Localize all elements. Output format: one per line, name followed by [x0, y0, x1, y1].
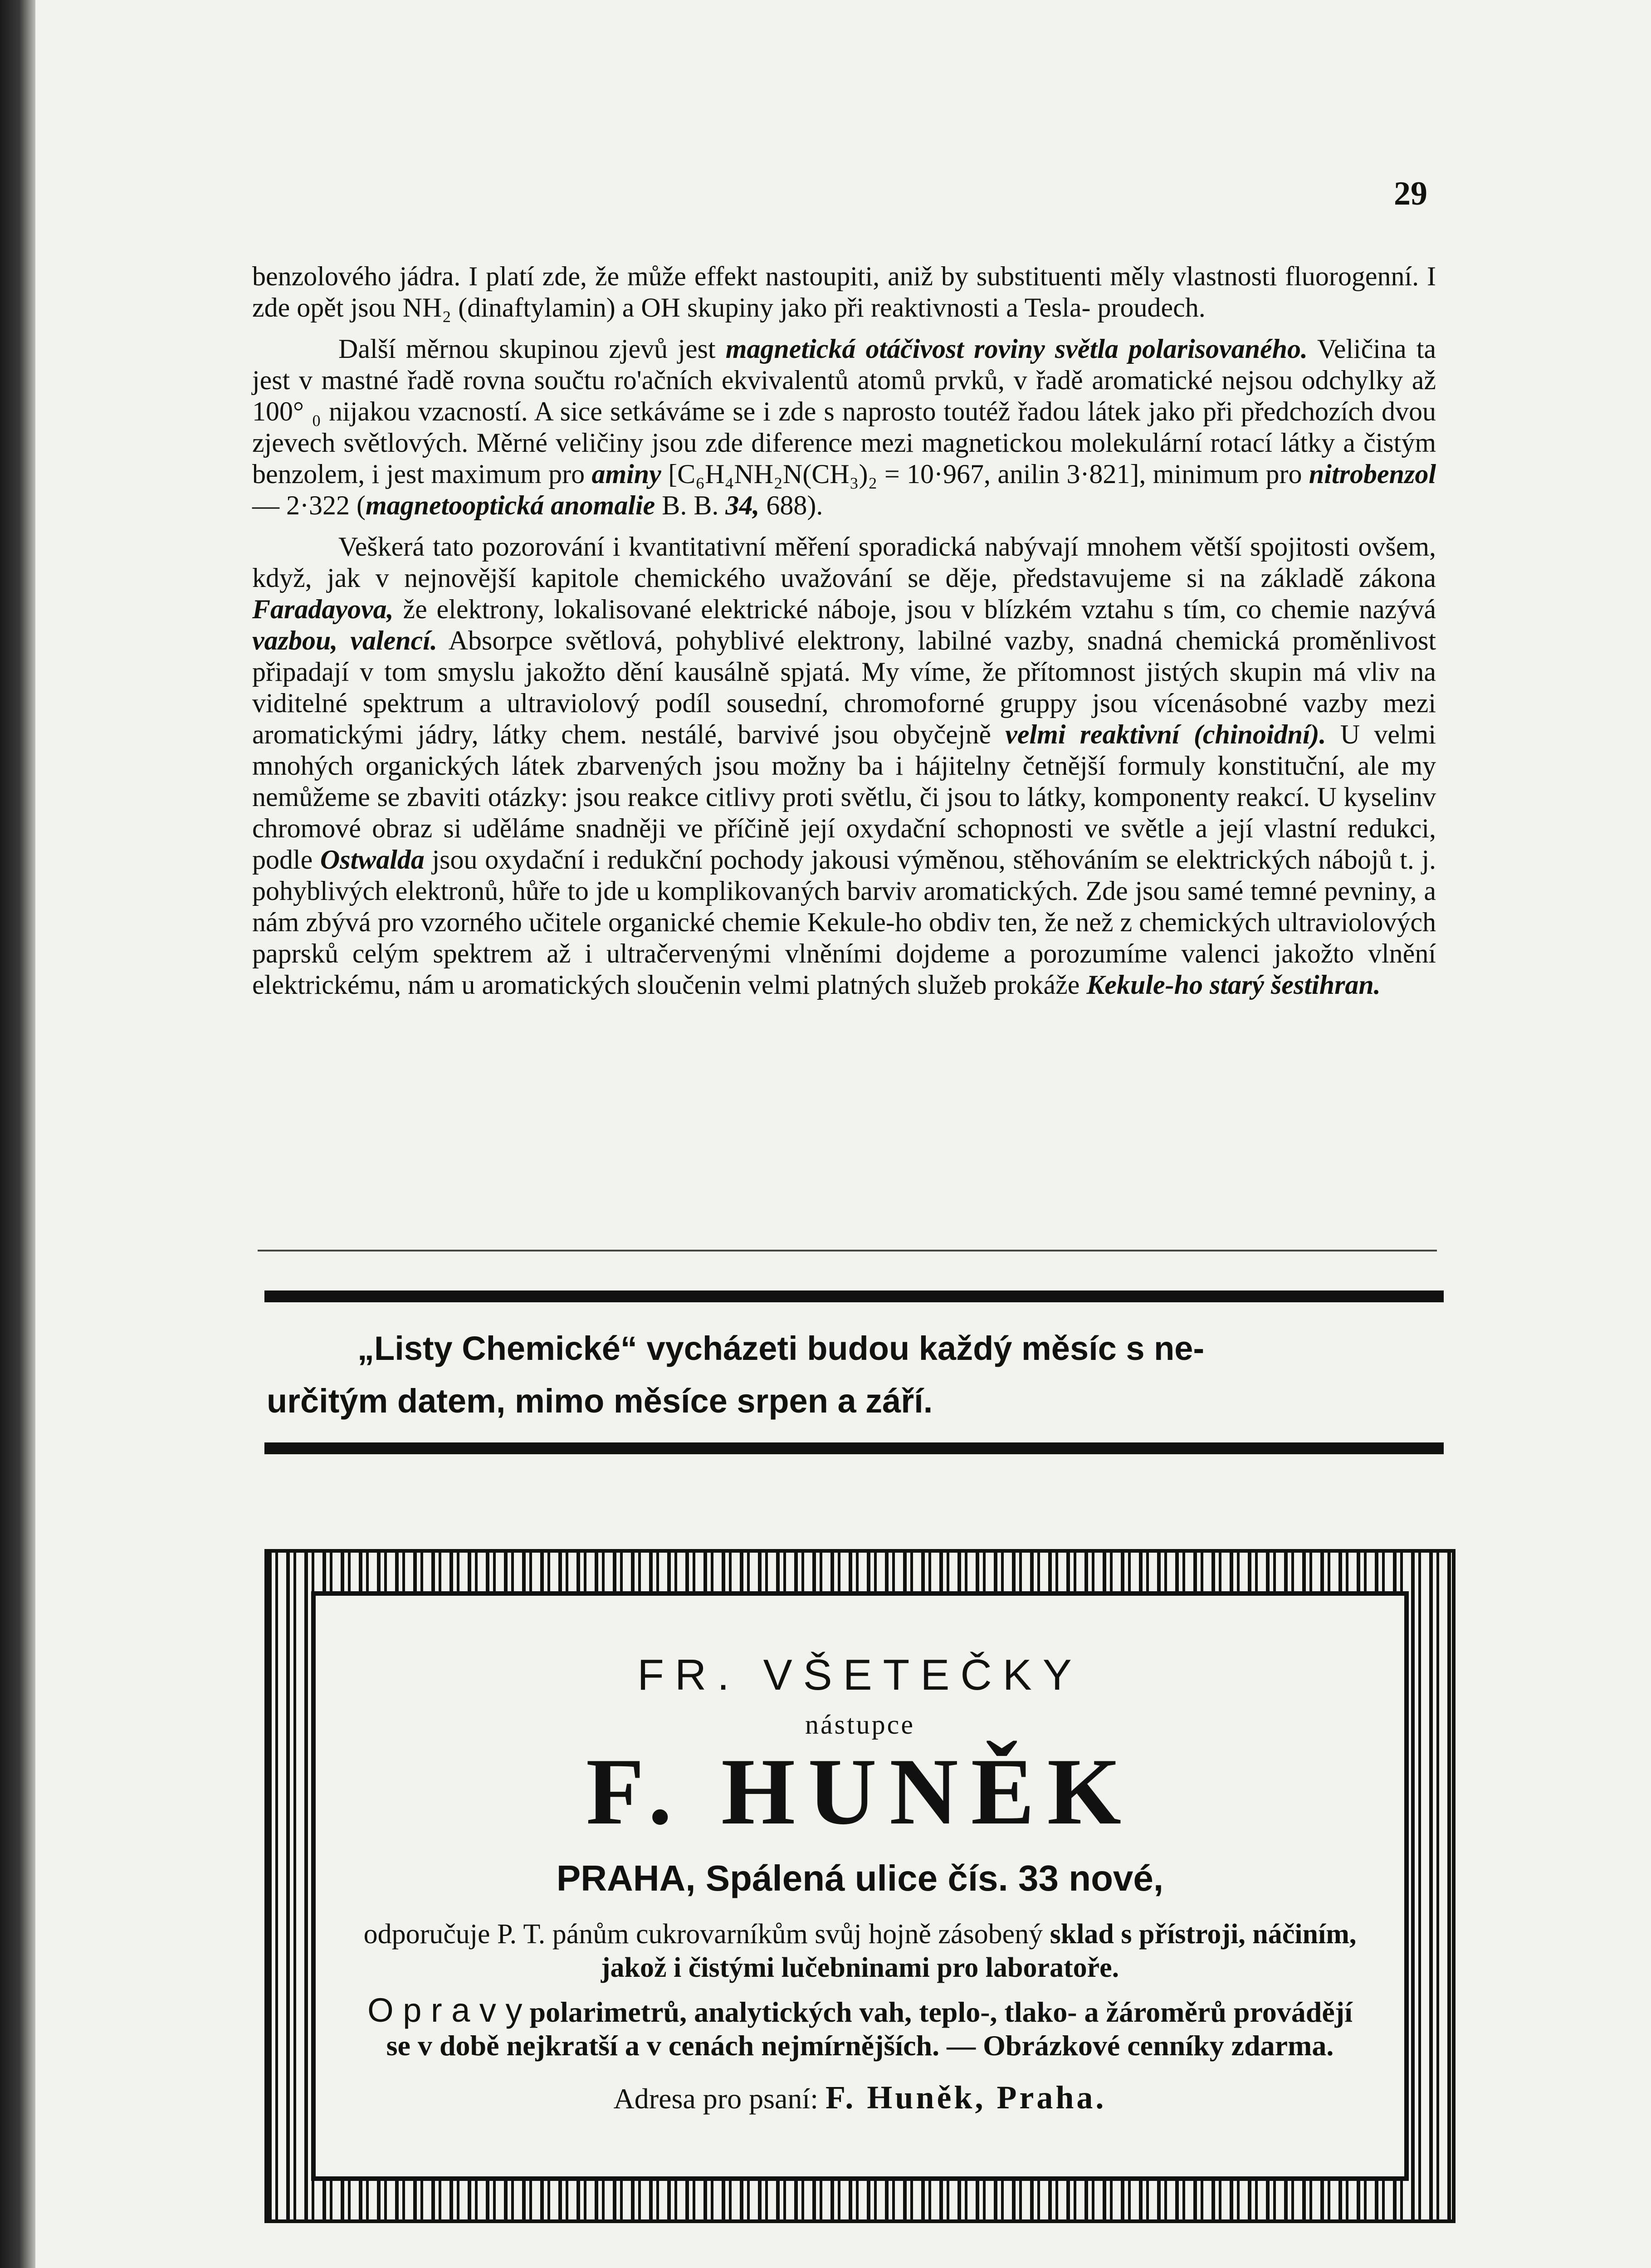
p2-text-i: B. B.	[655, 490, 726, 520]
ad-offer	[357, 1917, 1363, 1984]
paragraph-2	[252, 333, 1436, 521]
ad-successor: nástupce	[805, 1710, 915, 1740]
p2-volume: 34,	[725, 490, 760, 520]
ad-contact	[316, 2079, 1404, 2116]
p2-text-a: Další měrnou skupinou zjevů jest	[338, 334, 726, 364]
p3-term-kekule-hexagon: Kekule-ho starý šestihran.	[1086, 970, 1381, 1000]
page-number: 29	[1394, 175, 1427, 212]
p2-term-magnetic-rotation: magnetická otáčivost roviny světla polarisovaného.	[725, 334, 1308, 364]
ad-repairs	[357, 1991, 1363, 2063]
notice-line-2: určitým datem, mimo měsíce srpen a září.	[267, 1382, 933, 1420]
scan-edge	[0, 0, 35, 2268]
p3-text-c: že elektrony, lokalisované elektrické náboje, jsou v blízkém vztahu s tím, co chemie nazývá	[393, 594, 1436, 624]
notice-top-rule	[264, 1290, 1444, 1302]
document-page	[35, 0, 1651, 2268]
p2-text-k: 688).	[759, 490, 823, 520]
p2-term-nitrobenzol: nitrobenzol	[1309, 459, 1436, 489]
ad-repairs-b: polarimetrů, analytických vah, teplo-, tlako- a žároměrů provádějí se	[386, 1996, 1353, 2062]
p2-text-c: Veličina ta jest v mastné řadě rovna součtu ro'ačních ekvivalentů atomů prvků, v řadě aromatické nejsou odchylky až 100° ₀ nijakou vzacností. A sice setkáváme se i zde s naprosto toutéž řadou látek jako při předchozích dvou zjevech světlových. Měrné veličiny jsou zde diference mezi magnetickou molekulární rotací látky a čistým benzolem, i jest maximum pro	[252, 334, 1436, 489]
p3-text-a: Veškerá tato pozorování i kvantitativní měření sporadická nabývají mnohem větší spojitosti ovšem, když, jak v nejnovější kapitole chemického uvažování se děje, představujeme si na základě zákona	[252, 532, 1436, 593]
p3-text-e: Absorpce světlová, pohyblivé elektrony, labilné vazby, snadná chemická proměnlivost připadají v tom smyslu jakožto dění kausálně spjatá. My víme, že přítomnost jistých skupin má vliv na viditelné spektrum a ultraviolový podíl sousední, chromoforné gruppy jsou vícenásobné vazby mezi aromatickými jádry, látky chem. nestálé, barvivé jsou obyčejně	[252, 626, 1436, 749]
notice-line-1: „Listy Chemické“ vycházeti budou každý měsíc s ne-	[357, 1330, 1205, 1367]
ad-contact-label: Adresa pro psaní:	[613, 2082, 826, 2115]
p3-term-valence: vazbou, valencí.	[252, 626, 437, 655]
p3-term-ostwald: Ostwalda	[320, 845, 425, 875]
paragraph-3	[252, 531, 1436, 1001]
advertisement-frame	[264, 1549, 1456, 2223]
p2-text-g: — 2·322 (	[252, 490, 366, 520]
p2-term-anomaly: magnetooptická anomalie	[365, 490, 655, 520]
ad-repairs-a: O p r a v y	[367, 1991, 523, 2029]
ad-name: F. HUNĚK	[586, 1739, 1134, 1844]
p2-text-e: [C₆H₄NH₂N(CH₃)₂ = 10·967, anilin 3·821], minimum pro	[661, 459, 1309, 489]
ad-repairs-c: v době nejkratší a v cenách nejmírnějších. — Obrázkové cenníky zdarma.	[417, 2029, 1334, 2062]
ad-offer-b: sklad s přístroji, náčiním, jakož i čistými lučebninami pro laboratoře.	[601, 1919, 1357, 1983]
publication-notice	[267, 1322, 1455, 1427]
notice-bottom-rule	[264, 1442, 1444, 1454]
ad-contact-value: F. Huněk, Praha.	[825, 2079, 1107, 2116]
paragraph-1: benzolového jádra. I platí zde, že může effekt nastoupiti, aniž by substituenti měly vlastnosti fluorogenní. I zde opět jsou NH₂ (dinaftylamin) a OH skupiny jako při reaktivnosti a Tesla- proudech.	[252, 261, 1436, 323]
ad-address: PRAHA, Spálená ulice čís. 33 nové,	[556, 1858, 1164, 1898]
p3-term-faraday: Faradayova,	[252, 594, 394, 624]
ad-company: FR. VŠETEČKY	[637, 1651, 1083, 1699]
p3-term-reactive: velmi reaktivní (chinoidní).	[1005, 719, 1326, 749]
p3-text-i: jsou oxydační i redukční pochody jakousi výměnou, stěhováním se elektrických nábojů t. j. pohyblivých elektronů, hůře to jde u komplikovaných barviv aromatických. Zde jsou samé temné pevniny, a nám zbývá pro vzorného učitele organické chemie Kekule-ho obdiv ten, že než z chemických ultraviolových paprsků celým spektrem až i ultračervenými vlněními dojdeme a porozumíme valenci jakožto vlnění elektrickému, nám u aromatických sloučenin velmi platných služeb prokáže	[252, 845, 1436, 1000]
p2-term-amines: aminy	[591, 459, 661, 489]
separator-rule	[258, 1250, 1437, 1251]
p3-text-g: U velmi mnohých organických látek zbarvených jsou možny ba i hájitelny četnější formuly konstituční, ale my nemůžeme se zbaviti otázky: jsou reakce citlivy proti světlu, či jsou to látky, komponenty reakcí. U kyselinv chromové obraz si uděláme snadněji ve příčině její oxydační schopnosti ve světle a její vlastní redukci, podle	[252, 719, 1436, 875]
article-text	[252, 261, 1436, 1001]
ad-offer-a: odporučuje P. T. pánům cukrovarníkům svůj hojně zásobený	[363, 1919, 1050, 1950]
advertisement	[311, 1591, 1409, 2181]
